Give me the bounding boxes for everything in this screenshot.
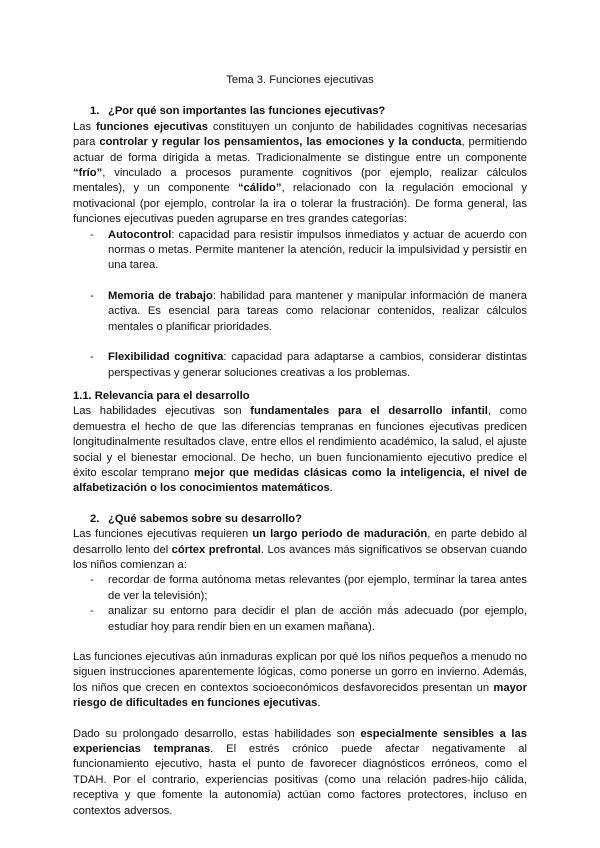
document-title: Tema 3. Funciones ejecutivas: [226, 74, 374, 86]
text-run: . El estrés crónico puede afectar negativamente al funcionamiento ejecutivo, hasta el punto de favorecer diagnósticos erróneos, como el TDAH. Por el contrario, experiencias positivas (como una relación padres-hijo cálida, receptiva y que fomente la autonomía) actúan como factores protectores, incluso en contextos adversos.: [73, 743, 527, 817]
section-2-paragraph-3: [73, 727, 527, 819]
text-run: . Los avances más significativos se observan cuando los niños comienzan a:: [73, 543, 527, 571]
list-item-flexibilidad-cognitiva: [73, 350, 527, 381]
bold-run: mayor riesgo de dificultades en funciones ejecutivas: [73, 681, 527, 710]
list-item-term: Autocontrol: [108, 228, 172, 241]
section-2-intro: [73, 527, 527, 573]
section-1-number: 1.: [90, 105, 100, 118]
text-run: , permitiendo actuar de forma dirigida a metas. Tradicionalmente se distingue entre un componente: [73, 136, 527, 164]
section-2-heading: [73, 512, 527, 527]
bold-run: “frío”: [73, 167, 103, 180]
text-run: , como demuestra el hecho de que las diferencias tempranas en funciones ejecutivas predicen longitudinalmente resultados clave, entre ellos el rendimiento académico, la salud, el ajuste social y el bienestar emocional. De hecho, un buen funcionamiento ejecutivo predice el éxito escolar temprano: [73, 405, 527, 479]
list-item-autocontrol: [73, 228, 527, 274]
spacer: [73, 381, 527, 389]
list-dash: -: [90, 605, 94, 618]
bold-run: un largo periodo de maduración: [252, 528, 428, 541]
section-2-heading-text: ¿Qué sabemos sobre su desarrollo?: [108, 512, 302, 525]
section-2-number: 2.: [90, 512, 100, 525]
bold-run: córtex prefrontal: [171, 543, 261, 556]
text-run: Dado su prolongado desarrollo, estas habilidades son: [73, 727, 361, 740]
text-run: , vinculado a procesos puramente cognitivos (por ejemplo, realizar cálculos mentales), y un componente: [73, 167, 527, 195]
executive-functions-list: [73, 228, 527, 381]
bold-run: mejor que medidas clásicas como la inteligencia, el nivel de alfabetización o los conocimientos matemáticos: [73, 466, 527, 495]
bold-run: funciones ejecutivas: [96, 120, 208, 133]
text-run: , en parte debido al desarrollo lento del: [73, 528, 527, 556]
list-dash: -: [90, 574, 94, 587]
text-run: Las: [73, 120, 97, 133]
list-item-text: recordar de forma autónoma metas relevantes (por ejemplo, terminar la tarea antes de ver la televisión);: [108, 574, 527, 602]
section-1-intro: [73, 120, 527, 228]
section-1-1-heading: 1.1. Relevancia para el desarrollo: [73, 389, 250, 402]
list-dash: -: [90, 289, 94, 302]
text-run: .: [317, 697, 321, 710]
development-advances-list: [73, 573, 527, 635]
text-run: .: [329, 482, 333, 495]
text-run: constituyen un conjunto de habilidades cognitivas necesarias para: [73, 120, 527, 149]
list-item-desc: : capacidad para adaptarse a cambios, considerar distintas perspectivas y generar soluciones creativas a los problemas.: [108, 351, 527, 379]
list-item-term: Flexibilidad cognitiva: [108, 351, 224, 364]
spacer: [73, 712, 527, 727]
section-1-heading: [73, 104, 527, 119]
list-item-analizar: [73, 604, 527, 635]
list-item-desc: : capacidad para resistir impulsos inmediatos y actuar de acuerdo con normas o metas. Permite mantener la atención, reducir la impulsividad y persistir en una tarea.: [108, 228, 527, 272]
list-item-text: analizar su entorno para decidir el plan de acción más adecuado (por ejemplo, estudiar hoy para rendir bien en un examen mañana).: [108, 605, 527, 633]
section-1-heading-text: ¿Por qué son importantes las funciones ejecutivas?: [108, 105, 386, 118]
text-run: , relacionado con la regulación emocional y motivacional (por ejemplo, controlar la ira o tolerar la frustración). De forma general, las funciones ejecutivas pueden agruparse en tres grandes categorías:: [73, 182, 527, 226]
bold-run: fundamentales para el desarrollo infantil: [250, 405, 488, 418]
list-item-term: Memoria de trabajo: [108, 289, 213, 302]
list-dash: -: [90, 228, 94, 241]
list-item-recordar: [73, 573, 527, 604]
bold-run: especialmente sensibles a las experiencias tempranas: [73, 727, 527, 756]
section-2-paragraph-2: [73, 650, 527, 712]
bold-run: controlar y regular los pensamientos, las emociones y la conducta: [99, 136, 462, 149]
list-item-desc: : habilidad para mantener y manipular información de manera activa. Es esencial para tareas como relacionar contenidos, realizar cálculos mentales o planificar prioridades.: [108, 289, 527, 333]
text-run: Las funciones ejecutivas aún inmaduras explican por qué los niños pequeños a menudo no siguen instrucciones aparentemente lógicas, como ponerse un gorro en invierno. Además, los niños que crecen en contextos socioeconómicos desfavorecidos presentan un: [73, 651, 527, 694]
list-dash: -: [90, 351, 94, 364]
spacer: [73, 497, 527, 512]
list-item-memoria-de-trabajo: [73, 289, 527, 335]
bold-run: “cálido”: [237, 182, 282, 195]
section-1-1-paragraph: [73, 404, 527, 496]
text-run: Las habilidades ejecutivas son: [73, 405, 251, 418]
spacer: [73, 635, 527, 650]
text-run: Las funciones ejecutivas requieren: [73, 528, 253, 541]
